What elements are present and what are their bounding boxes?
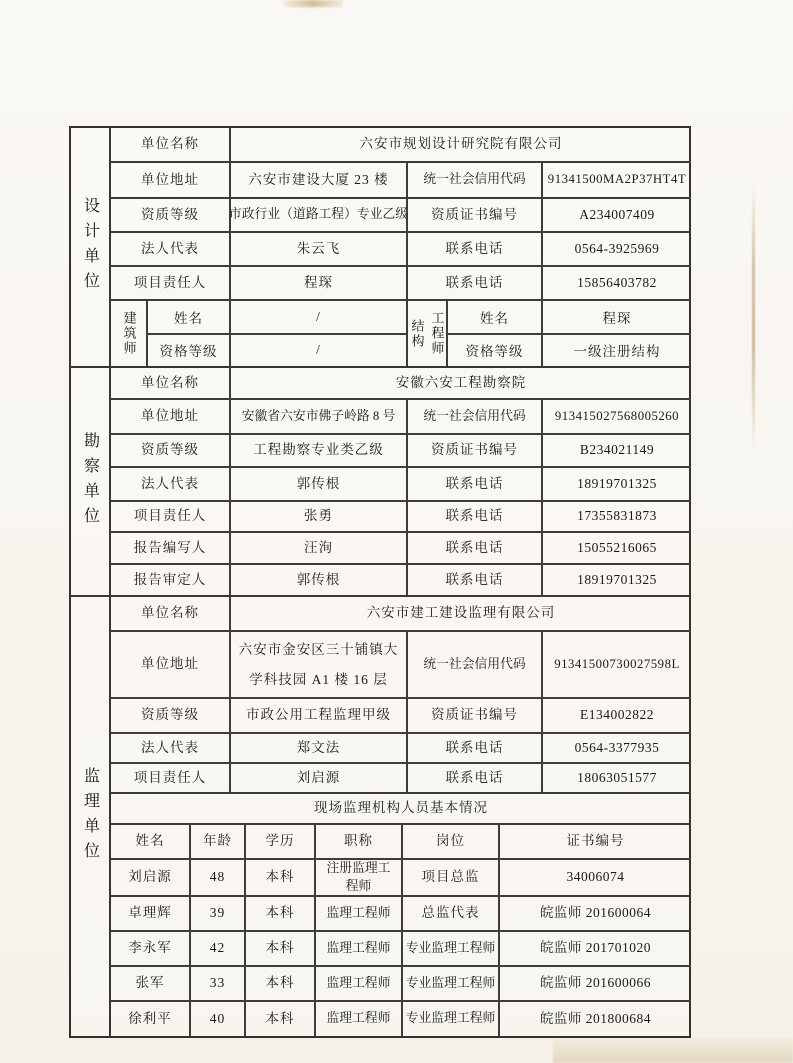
field-label-cell: 单位名称 <box>141 136 199 152</box>
staff-row <box>111 965 691 1000</box>
field-label-cell: 资格等级 <box>148 333 229 367</box>
staff-education-cell: 本科 <box>244 1002 314 1036</box>
table-row <box>111 231 691 265</box>
staff-col-header: 证书编号 <box>498 825 691 858</box>
staff-position-cell: 专业监理工程师 <box>401 1002 498 1036</box>
table-row <box>111 597 691 630</box>
section-label-text: 勘察单位 <box>81 431 99 532</box>
field-value-cell: 郑文法 <box>229 734 406 762</box>
field-value-cell: E134002822 <box>541 699 691 732</box>
section-label-text: 设计单位 <box>81 197 99 297</box>
field-value-cell: 朱云飞 <box>229 233 406 265</box>
staff-cert-cell: 皖监师 201600066 <box>498 967 691 1000</box>
field-value-cell: 市政行业（道路工程）专业乙级 <box>229 199 406 231</box>
staff-name-cell: 张军 <box>135 975 165 991</box>
staff-name-cell: 徐利平 <box>128 1010 172 1026</box>
structural-group-label-left: 结构 <box>409 318 425 349</box>
field-label-cell: 项目责任人 <box>133 769 207 785</box>
field-label-cell: 单位名称 <box>141 374 199 390</box>
staff-education-cell: 本科 <box>244 860 314 895</box>
section-label-survey <box>71 368 111 595</box>
section-label-design <box>71 128 111 366</box>
field-label-cell: 资质证书编号 <box>406 435 541 466</box>
table-row <box>111 732 691 762</box>
staff-education-cell: 本科 <box>244 897 314 930</box>
staff-age-cell: 48 <box>189 860 244 895</box>
table-row <box>111 161 691 197</box>
section-survey-body <box>111 368 691 595</box>
field-label-cell: 法人代表 <box>141 240 199 256</box>
staff-cert-cell: 皖监师 201800684 <box>498 1002 691 1036</box>
architect-value-col <box>229 301 406 366</box>
field-value-cell: 安徽六安工程勘察院 <box>229 368 691 398</box>
section-design-unit <box>71 128 689 366</box>
field-label-cell: 联系电话 <box>406 502 541 531</box>
staff-position-cell: 专业监理工程师 <box>401 932 498 965</box>
staff-title-row <box>111 792 691 823</box>
field-value-cell: 安徽省六安市佛子岭路 8 号 <box>229 400 406 433</box>
field-label-cell: 联系电话 <box>406 565 541 595</box>
staff-position-cell: 总监代表 <box>401 897 498 930</box>
section-survey-unit <box>71 366 689 595</box>
table-row <box>111 398 691 433</box>
staff-title-cell: 监理工程师 <box>314 897 401 930</box>
staff-col-header: 学历 <box>244 825 314 858</box>
staff-name-cell: 刘启源 <box>128 869 172 885</box>
field-value-cell: B234021149 <box>541 435 691 466</box>
field-label-cell: 统一社会信用代码 <box>406 400 541 433</box>
table-row <box>111 762 691 792</box>
field-value-cell: 18919701325 <box>541 565 691 595</box>
staff-title-cell: 监理工程师 <box>314 932 401 965</box>
field-label-cell: 法人代表 <box>141 475 199 491</box>
field-value-cell: 0564-3377935 <box>541 734 691 762</box>
field-value-cell: 18063051577 <box>541 764 691 792</box>
table-row <box>111 563 691 595</box>
structural-group-label-right: 工程师 <box>429 311 445 356</box>
staff-title-cell: 监理工程师 <box>314 1002 401 1036</box>
scan-shade-bottom <box>553 1037 793 1063</box>
field-label-cell: 项目责任人 <box>133 508 207 524</box>
staff-col-header: 职称 <box>314 825 401 858</box>
staff-name-cell: 卓理辉 <box>128 905 172 921</box>
staff-age-cell: 42 <box>189 932 244 965</box>
section-design-body <box>111 128 691 366</box>
staff-col-header: 姓名 <box>135 833 165 849</box>
field-label-cell: 统一社会信用代码 <box>406 163 541 197</box>
field-label-cell: 资质等级 <box>141 707 199 723</box>
field-value-cell: 张勇 <box>229 502 406 531</box>
section-supervision-body <box>111 597 691 1036</box>
field-label-cell: 资质等级 <box>141 206 199 222</box>
staff-position-cell: 项目总监 <box>401 860 498 895</box>
architect-group-label: 建筑师 <box>121 311 137 356</box>
table-row <box>111 368 691 398</box>
table-row <box>111 630 691 697</box>
field-value-cell: 15856403782 <box>541 267 691 299</box>
staff-age-cell: 39 <box>189 897 244 930</box>
field-value-cell: / <box>231 333 406 367</box>
address-line: 六安市金安区三十铺镇大 <box>238 641 399 657</box>
field-value-cell: 六安市规划设计研究院有限公司 <box>229 128 691 161</box>
staff-age-cell: 40 <box>189 1002 244 1036</box>
unit-info-table <box>69 126 691 1038</box>
field-label-cell: 资格等级 <box>448 333 541 367</box>
structural-group-cell <box>406 301 446 366</box>
architect-label-col <box>146 301 229 366</box>
field-label-cell: 法人代表 <box>141 739 199 755</box>
field-label-cell: 单位地址 <box>141 171 199 187</box>
field-label-cell: 单位地址 <box>141 656 199 672</box>
field-value-cell: 18919701325 <box>541 468 691 500</box>
table-row <box>111 433 691 466</box>
field-label-cell: 联系电话 <box>406 233 541 265</box>
field-value-cell: 程琛 <box>602 310 632 326</box>
field-value-cell: 六安市建设大厦 23 楼 <box>229 163 406 197</box>
staff-name-cell: 李永军 <box>128 940 172 956</box>
field-value-cell <box>229 632 406 697</box>
field-label-cell: 项目责任人 <box>133 274 207 290</box>
field-value-cell: 一级注册结构 <box>543 333 691 367</box>
field-label-cell: 联系电话 <box>406 533 541 563</box>
field-value-cell: / <box>316 308 321 324</box>
staff-cert-cell: 34006074 <box>498 860 691 895</box>
staff-row <box>111 858 691 895</box>
field-label-cell: 报告审定人 <box>133 571 207 587</box>
field-label-cell: 联系电话 <box>406 764 541 792</box>
field-label-cell: 资质等级 <box>141 442 199 458</box>
staff-position-cell: 专业监理工程师 <box>401 967 498 1000</box>
field-value-cell: 郭传根 <box>229 565 406 595</box>
scan-smudge-top <box>283 0 343 7</box>
scan-fold-line <box>752 185 755 450</box>
staff-col-header: 岗位 <box>401 825 498 858</box>
table-row <box>111 265 691 299</box>
field-label-cell: 姓名 <box>174 310 203 326</box>
field-label-cell: 资质证书编号 <box>406 199 541 231</box>
field-value-cell: 15055216065 <box>541 533 691 563</box>
field-value-cell: 汪洵 <box>229 533 406 563</box>
field-label-cell: 统一社会信用代码 <box>406 632 541 697</box>
section-supervision-unit <box>71 595 689 1036</box>
staff-education-cell: 本科 <box>244 967 314 1000</box>
field-value-cell: 913415027568005260 <box>541 400 691 433</box>
field-value-cell: 郭传根 <box>229 468 406 500</box>
table-row <box>111 197 691 231</box>
engineer-subrow <box>111 299 691 366</box>
table-row <box>111 500 691 531</box>
section-label-text: 监理单位 <box>81 766 99 867</box>
staff-row <box>111 930 691 965</box>
field-value-cell: 工程勘察专业类乙级 <box>229 435 406 466</box>
field-value-cell: A234007409 <box>541 199 691 231</box>
field-value-cell: 市政公用工程监理甲级 <box>229 699 406 732</box>
table-row <box>111 466 691 500</box>
staff-cert-cell: 皖监师 201600064 <box>498 897 691 930</box>
field-label-cell: 联系电话 <box>406 267 541 299</box>
field-value-cell: 17355831873 <box>541 502 691 531</box>
staff-col-header: 年龄 <box>189 825 244 858</box>
field-value-cell: 六安市建工建设监理有限公司 <box>229 597 691 630</box>
table-row <box>111 531 691 563</box>
field-value-cell: 0564-3925969 <box>541 233 691 265</box>
structural-label-col <box>446 301 541 366</box>
field-value-cell: 91341500730027598L <box>541 632 691 697</box>
field-label-cell: 单位地址 <box>141 408 199 424</box>
staff-row <box>111 1000 691 1036</box>
field-label-cell: 单位名称 <box>141 605 199 621</box>
staff-header-row <box>111 823 691 858</box>
staff-title-cell: 监理工程师 <box>314 967 401 1000</box>
address-line: 学科技园 A1 楼 16 层 <box>249 671 388 687</box>
architect-group-cell <box>111 301 146 366</box>
table-row <box>111 128 691 161</box>
field-label-cell: 姓名 <box>480 310 509 326</box>
table-row <box>111 697 691 732</box>
field-value-cell: 程琛 <box>229 267 406 299</box>
field-label-cell: 资质证书编号 <box>406 699 541 732</box>
staff-cert-cell: 皖监师 201701020 <box>498 932 691 965</box>
staff-title-cell: 注册监理工程师 <box>314 860 401 895</box>
section-label-supervision <box>71 597 111 1036</box>
staff-table-title: 现场监理机构人员基本情况 <box>314 800 488 816</box>
field-value-cell: 91341500MA2P37HT4T <box>541 163 691 197</box>
field-label-cell: 联系电话 <box>406 734 541 762</box>
structural-value-col <box>541 301 691 366</box>
field-value-cell: 刘启源 <box>229 764 406 792</box>
staff-age-cell: 33 <box>189 967 244 1000</box>
field-label-cell: 联系电话 <box>406 468 541 500</box>
staff-row <box>111 895 691 930</box>
field-label-cell: 报告编写人 <box>133 539 207 555</box>
staff-education-cell: 本科 <box>244 932 314 965</box>
